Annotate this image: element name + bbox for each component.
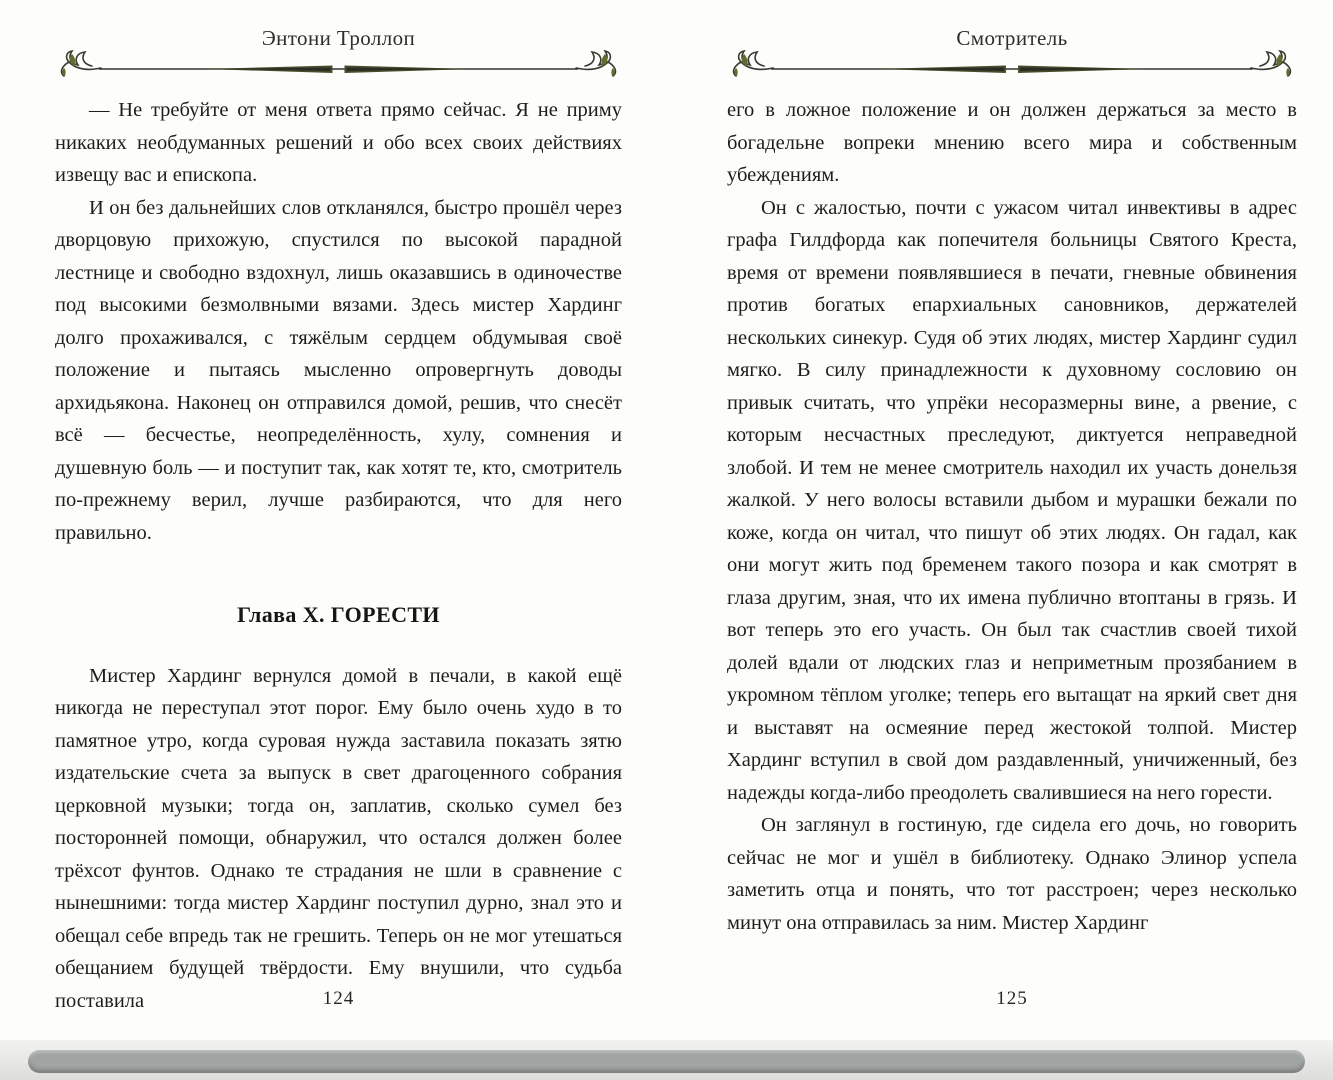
paragraph-continuation: его в ложное положение и он должен держаться за место в богадельне вопреки мнению всего мира и собственным убеждениям. xyxy=(727,99,1297,186)
chapter-heading: Глава X. ГОРЕСТИ xyxy=(237,602,440,627)
header-flourish-ornament-icon xyxy=(55,48,622,78)
left-page-body xyxy=(55,94,622,1017)
left-page-header xyxy=(55,26,622,86)
running-title-book: Смотритель xyxy=(956,26,1068,50)
paragraph: Он заглянул в гостиную, где сидела его дочь, но говорить сейчас не мог и ушёл в библиотеку. Однако Элинор успела заметить отца и понять, что тот расстроен; через несколько минут она отправилась за ним. Мистер Хардинг xyxy=(727,814,1297,934)
page-number: 124 xyxy=(322,988,355,1009)
paragraph: И он без дальнейших слов откланялся, быстро прошёл через дворцовую прихожую, спустился по высокой парадной лестнице и свободно вздохнул, лишь оказавшись в одиночестве под высокими безмолвными вязами. Здесь мистер Хардинг долго прохаживался, с тяжёлым сердцем обдумывая своё положение и пытаясь мысленно опровергнуть доводы архидьякона. Наконец он отправился домой, решив, что снесёт всё — бесчестье, неопределённость, хулу, сомнения и душевную боль — и поступит так, как хотят те, кто, смотритель по-прежнему верил, лучше разбираются, что для него правильно. xyxy=(55,196,622,544)
right-page xyxy=(727,26,1297,1028)
right-page-body xyxy=(727,94,1297,939)
paragraph: Он с жалостью, почти с ужасом читал инвективы в адрес графа Гилдфорда как попечителя больницы Святого Креста, время от времени появлявшиеся в печати, гневные обвинения против богатых епархиальных сановников, держателей нескольких синекур. Судя об этих людях, мистер Хардинг судил мягко. В силу принадлежности к духовному сословию он привык считать, что упрёки несоразмерны вине, а рвение, с которым несчастных преследуют, диктуется неправедной злобой. И тем не менее смотритель находил их участь донельзя жалкой. У него волосы вставили дыбом и мурашки бежали по коже, когда он читал, что пишут об этих людях. Он гадал, как они могут жить под бременем такого позора и как смотрят в глаза другим, зная, что их имена публично втоптаны в грязь. И вот теперь это его участь. Он был так счастлив своей тихой долей вдали от людских глаз и неприметным прозябанием в укромном тёплом уголке; теперь его вытащат на яркий свет дня и выставят на осмеяние перед жестокой толпой. Мистер Хардинг вступил в свой дом раздавленный, уничиженный, без надежды когда-либо преодолеть свалившиеся на него горести. xyxy=(727,196,1297,804)
right-page-header xyxy=(727,26,1297,86)
scan-bottom-edge xyxy=(0,1040,1333,1080)
page-number: 125 xyxy=(996,988,1028,1009)
running-title-author: Энтони Троллоп xyxy=(261,26,416,50)
book-page-edge xyxy=(28,1050,1305,1073)
header-flourish-ornament-icon xyxy=(727,48,1297,78)
paragraph: Мистер Хардинг вернулся домой в печали, в какой ещё никогда не переступал этот порог. Ему было очень худо в то памятное утро, когда суровая нужда заставила показать зятю издательские счета за выпуск в свет драгоценного собрания церковной музыки; тогда он, заплатив, сколько сумел без посторонней помощи, обнаружил, что остался должен более трёхсот фунтов. Однако те страдания не шли в сравнение с нынешними: тогда мистер Хардинг поступил дурно, знал это и обещал себе впредь так не грешить. Теперь он не мог утешаться обещанием будущей твёрдости. Ему внушили, что судьба поставила xyxy=(55,664,622,1012)
left-page xyxy=(55,26,622,1028)
paragraph: — Не требуйте от меня ответа прямо сейчас. Я не приму никаких необдуманных решений и обо всех своих действиях извещу вас и епископа. xyxy=(55,99,622,186)
